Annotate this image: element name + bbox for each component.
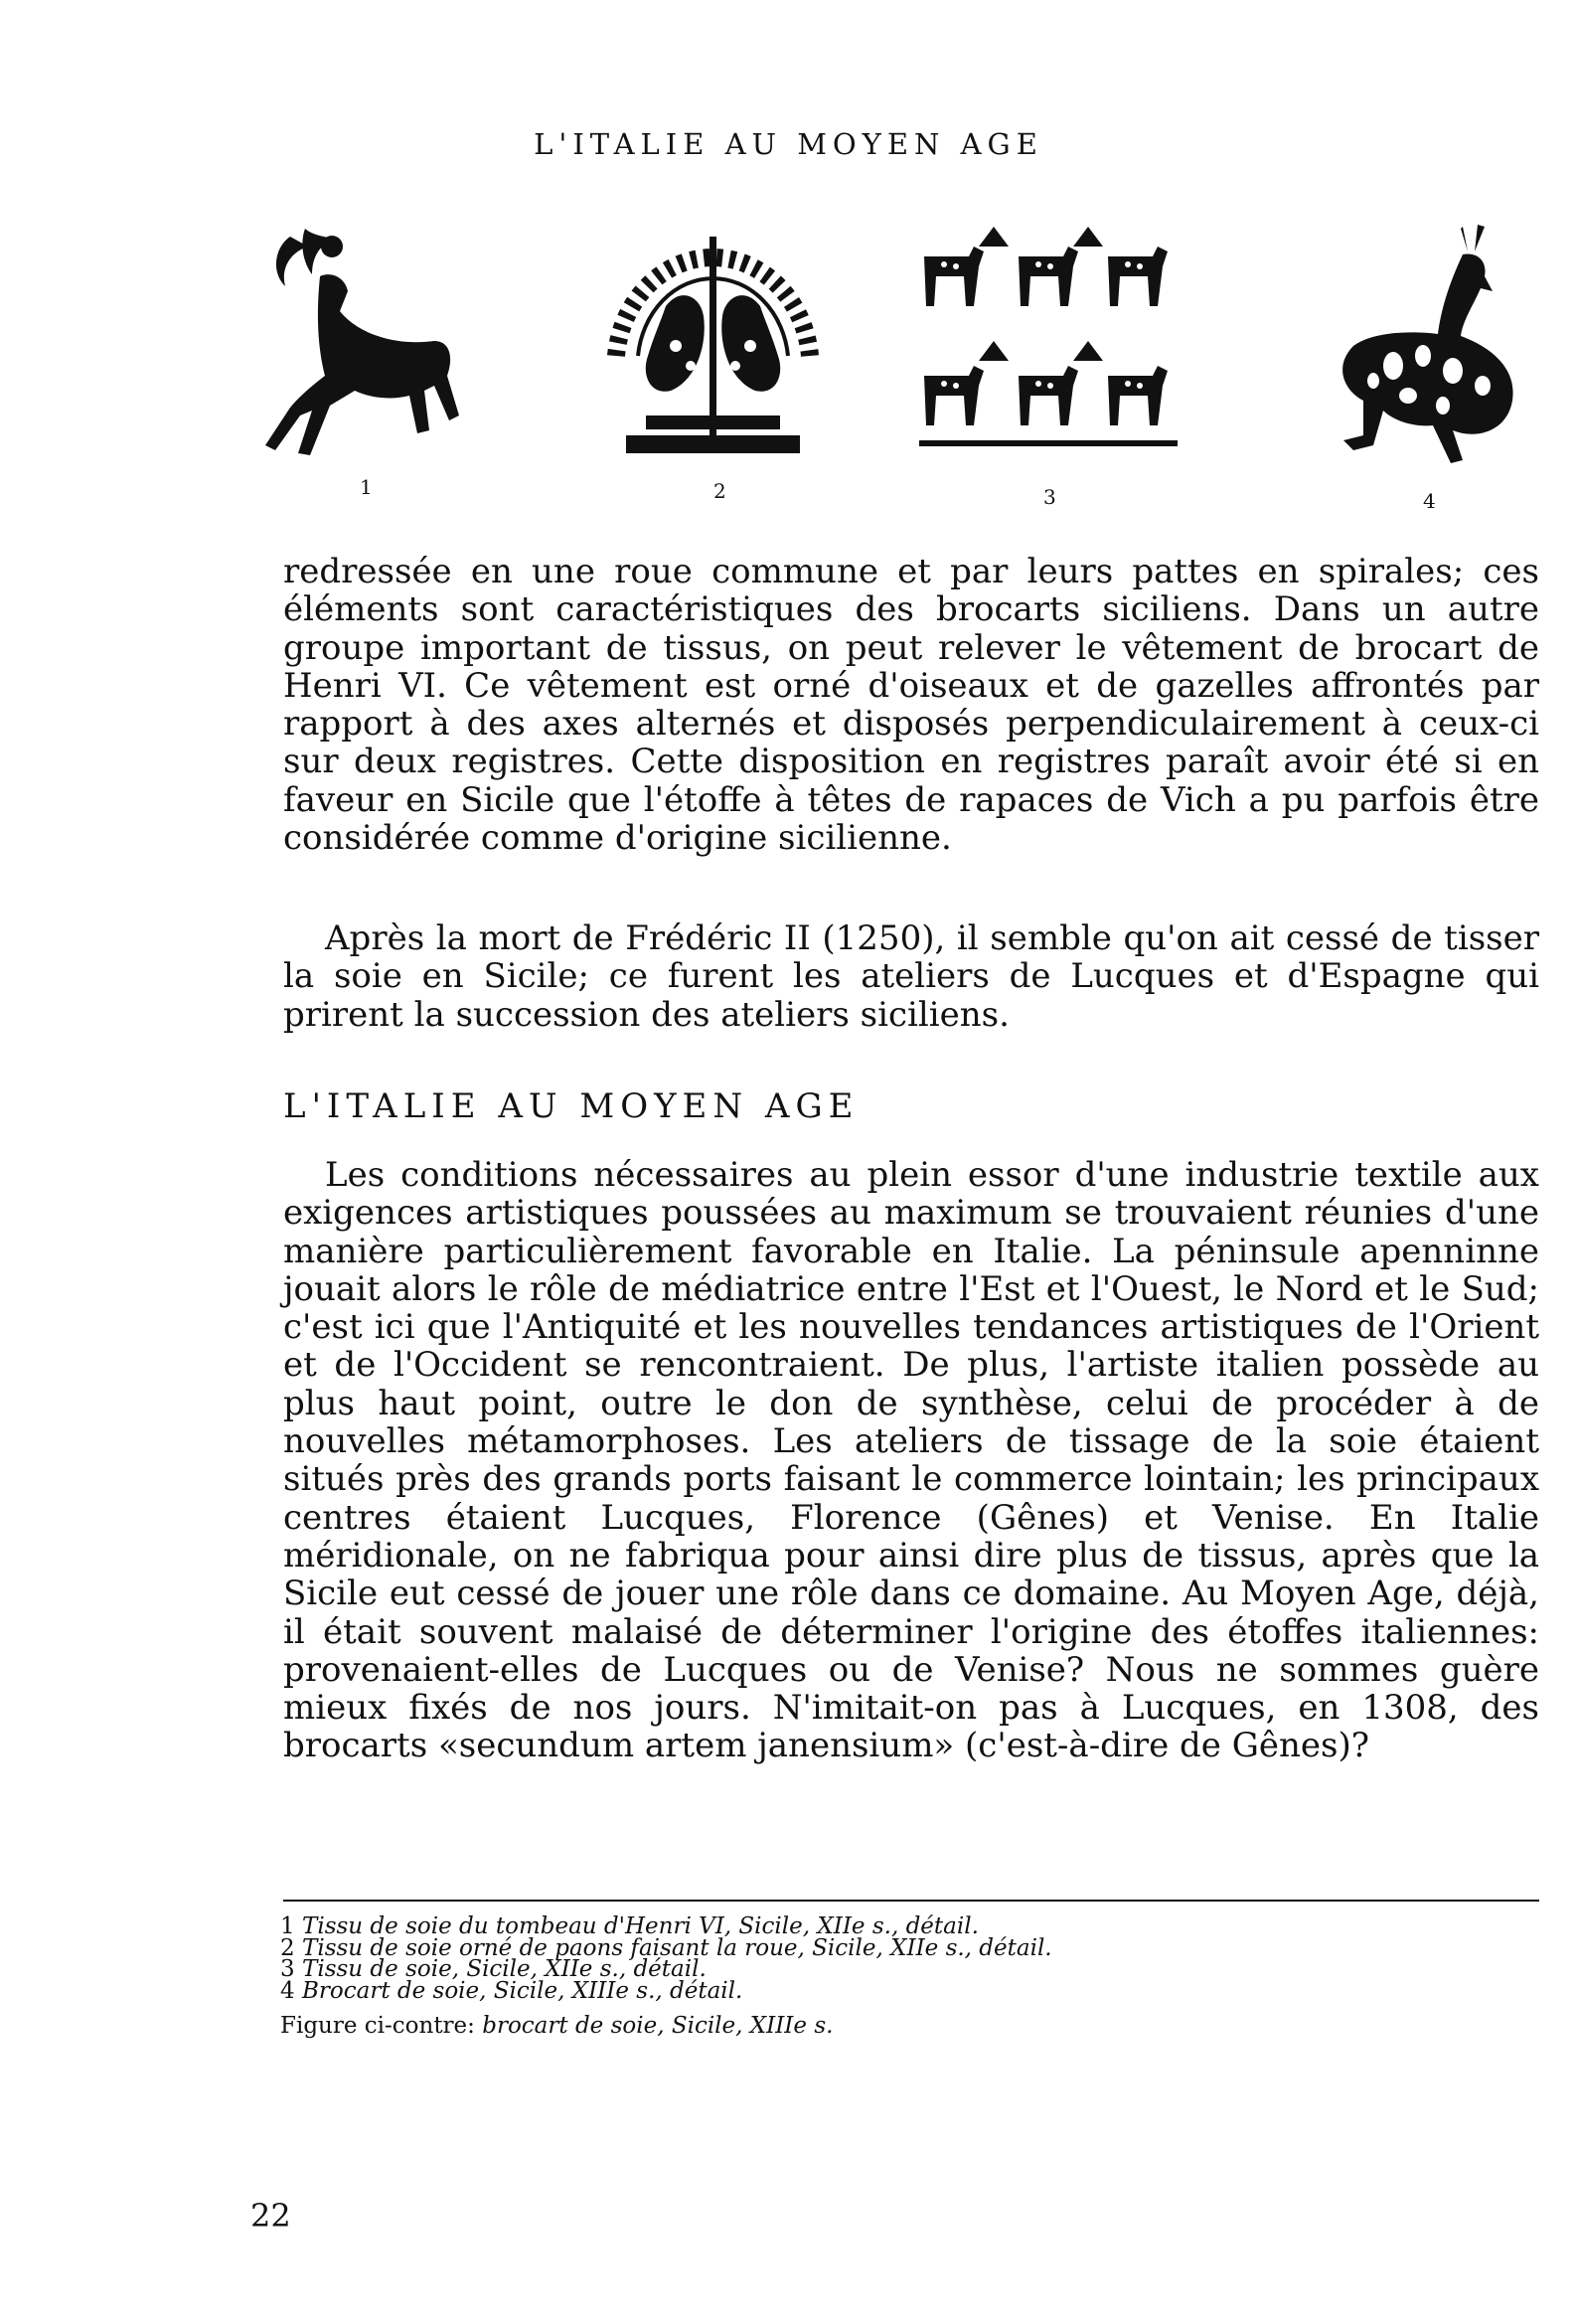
running-title: L'ITALIE AU MOYEN AGE [534, 127, 1043, 161]
section-heading: L'ITALIE AU MOYEN AGE [283, 1086, 860, 1126]
stag-icon [250, 217, 464, 465]
caption-line: 2 Tissu de soie orné de paons faisant la roue, Sicile, XIIe s., détail. [280, 1934, 1052, 1961]
caption-line: 4 Brocart de soie, Sicile, XIIIe s., détail. [280, 1977, 743, 2004]
figure-number: 2 [713, 479, 726, 503]
figure-number: 1 [360, 475, 373, 499]
caption-line: 1 Tissu de soie du tombeau d'Henri VI, Sicile, XIIe s., détail. [280, 1913, 979, 1939]
figure-number: 3 [1043, 485, 1056, 509]
figure-number: 4 [1423, 489, 1436, 513]
caption-line: 3 Tissu de soie, Sicile, XIIe s., détail. [280, 1956, 707, 1982]
body-paragraph: Après la mort de Frédéric II (1250), il semble qu'on ait cessé de tisser la soie en Sicile; ce furent les ateliers de Lucques et d'Espagne qui prirent la succession des ateliers siciliens. [283, 918, 1539, 1035]
page-number: 22 [250, 2197, 291, 2235]
gazelle-icon [1314, 217, 1527, 465]
peacocks-icon [596, 217, 830, 465]
footnote-rule [283, 1900, 1539, 1902]
figure-reference: Figure ci-contre: brocart de soie, Sicile, XIIIe s. [280, 2013, 834, 2039]
body-paragraph: redressée en une roue commune et par leurs pattes en spirales; ces éléments sont caractéristiques des brocarts siciliens. Dans un autre groupe important de tissus, on peut relever le vêtement de brocart de Henri VI. Ce vêtement est orné d'oiseaux et de gazelles affrontés par rapport à des axes alternés et disposés perpendiculairement à ceux-ci sur deux registres. Cette disposition en registres paraît avoir été si en faveur en Sicile que l'étoffe à têtes de rapaces de Vich a pu parfois être considérée comme d'origine sicilienne. [283, 552, 1539, 859]
body-paragraph: Les conditions nécessaires au plein essor d'une industrie textile aux exigences artistiques poussées au maximum se trouvaient réunies d'une manière particulièrement favorable en Italie. La péninsule apenninne jouait alors le rôle de médiatrice entre l'Est et l'Ouest, le Nord et le Sud; c'est ici que l'Antiquité et les nouvelles tendances artistiques de l'Orient et de l'Occident se rencontraient. De plus, l'artiste italien possède au plus haut point, outre le don de synthèse, celui de procéder à de nouvelles métamorphoses. Les ateliers de tissage de la soie étaient situés près des grands ports faisant le commerce lointain; les principaux centres étaient Lucques, Florence (Gênes) et Venise. En Italie méridionale, on ne fabriqua pour ainsi dire plus de tissus, après que la Sicile eut cessé de jouer une rôle dans ce domaine. Au Moyen Age, déjà, il était souvent malaisé de déterminer l'origine des étoffes italiennes: provenaient-elles de Lucques ou de Venise? Nous ne sommes guère mieux fixés de nos jours. N'imitait-on pas à Lucques, en 1308, des brocarts «secundum artem janensium» (c'est-à-dire de Gênes)? [283, 1155, 1539, 1766]
leopards-icon [914, 217, 1183, 465]
figure-captions [280, 1913, 1473, 2039]
